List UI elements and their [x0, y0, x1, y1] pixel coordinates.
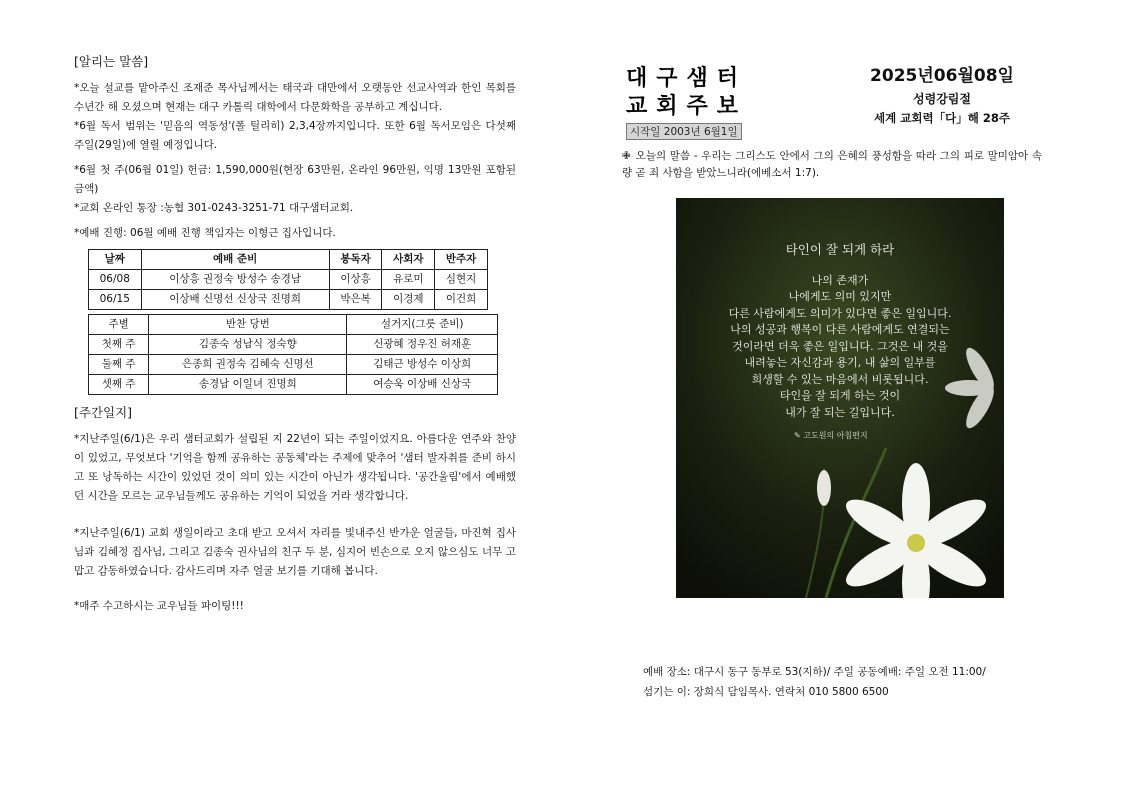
- duty-rotation-table: [88, 314, 498, 395]
- todays-verse: [622, 148, 1042, 182]
- book-icon: ✎: [794, 431, 804, 440]
- table-row: [89, 355, 498, 375]
- flower-poem-image: [676, 198, 1004, 598]
- table-cell: 둘째 주: [89, 355, 149, 375]
- logo-line: 대구샘터: [626, 65, 748, 91]
- issue-info: [842, 64, 1042, 126]
- issue-date: 2025년06월08일: [870, 66, 1014, 86]
- liturgical-season: 성령강림절: [913, 92, 971, 106]
- table-header: 반주자: [435, 250, 488, 270]
- table-header: 날짜: [89, 250, 142, 270]
- table-header: 사회자: [382, 250, 435, 270]
- table-row: [89, 270, 488, 290]
- poem-title: 타인이 잘 되게 하라: [785, 242, 895, 257]
- footer-line: 예배 장소: 대구시 동구 동부로 53(지하)/ 주일 공동예배: 주일 오전 11:00/: [643, 666, 986, 678]
- table-cell: 김태근 방성수 이상희: [347, 355, 498, 375]
- table-cell: 첫째 주: [89, 335, 149, 355]
- table-row: [89, 335, 498, 355]
- church-logo: [626, 64, 756, 140]
- table-cell: 이상흥 권정숙 방성수 송경남: [141, 270, 329, 290]
- poem-line: 다른 사람에게도 의미가 있다면 좋은 일입니다.: [728, 306, 952, 320]
- weekly-diary-heading: [주간일지]: [74, 405, 133, 420]
- table-cell: 06/08: [89, 270, 142, 290]
- footer-line: 섬기는 이: 장희식 담임목사. 연락처 010 5800 6500: [643, 686, 889, 698]
- table-header: 반찬 당번: [149, 315, 347, 335]
- founded-date: 시작일 2003년 6월1일: [626, 123, 742, 140]
- diary-item: *지난주일(6/1)은 우리 샘터교회가 설립된 지 22년이 되는 주일이었지요. 아름다운 연주와 찬양이 있었고, 무엇보다 '기억을 함께 공유하는 공동체'라는 주제에 맞추어 '샘터 발자취를 준비 하시고 또 낭독하는 시간이 있었던 것이 의미 있는 시간이 아닌가 생각됩니다. '공간울림'에서 예배했던 시간을 모르는 교우님들께도 공유하는 기억이 되었을 거라 생각합니다.: [74, 433, 516, 502]
- poem-line: 것이라면 더욱 좋은 일입니다. 그것은 내 것을: [732, 339, 948, 353]
- table-cell: 이경제: [382, 290, 435, 310]
- table-cell: 이상배 신명선 신상국 진명희: [141, 290, 329, 310]
- poem-line: 내려놓는 자신감과 용기, 내 삶의 일부를: [744, 356, 936, 369]
- table-header: 예배 준비: [141, 250, 329, 270]
- table-cell: 신광혜 정우진 허재훈: [347, 335, 498, 355]
- table-cell: 은종희 권정숙 김혜숙 신명선: [149, 355, 347, 375]
- poem-signature: [794, 430, 868, 441]
- poem-line: 나의 성공과 행복이 다른 사람에게도 연결되는: [730, 323, 950, 336]
- announcement-item: *교회 온라인 통장 :농협 301-0243-3251-71 대구샘터교회.: [74, 202, 354, 214]
- table-cell: 심현지: [435, 270, 488, 290]
- announcement-item: *6월 첫 주(06월 01일) 헌금: 1,590,000원(현장 63만원, 온라인 96만원, 익명 13만원 포함된 금액): [74, 164, 516, 195]
- table-cell: 박은복: [329, 290, 382, 310]
- announcement-item: *6월 독서 범위는 '믿음의 역동성'(폴 틸리히) 2,3,4장까지입니다. 또한 6월 독서모임은 다섯째 주일(29일)에 열릴 예정입니다.: [74, 120, 516, 151]
- table-row: [89, 290, 488, 310]
- table-header: 봉독자: [329, 250, 382, 270]
- poem-line: 내가 잘 되는 길입니다.: [785, 405, 895, 419]
- diary-item: *지난주일(6/1) 교회 생일이라고 초대 받고 오셔서 자리를 빛내주신 반가운 얼굴들, 마진혁 집사님과 김혜정 집사님, 그리고 김종숙 권사님의 친구 두 분, 심지어 빈손으로 오지 않으심도 너무 고맙고 감동하였습니다. 감사드리며 자주 얼굴 보기를 기대해 봅니다.: [74, 527, 516, 577]
- table-header-row: [89, 315, 498, 335]
- table-header: 설거지(그릇 준비): [347, 315, 498, 335]
- table-cell: 셋째 주: [89, 375, 149, 395]
- verse-text: 오늘의 말씀 - 우리는 그리스도 안에서 그의 은혜의 풍성함을 따라 그의 피로 말미암아 속량 곧 죄 사함을 받았느니라(에베소서 1:7).: [622, 150, 1043, 179]
- table-cell: 06/15: [89, 290, 142, 310]
- lectionary-week: 세계 교회력「다」해 28주: [874, 111, 1010, 125]
- bulletin-footer: [643, 662, 1073, 702]
- table-cell: 이건희: [435, 290, 488, 310]
- poem-text: [676, 242, 1004, 421]
- left-page: [74, 52, 516, 616]
- diary-item: *매주 수고하시는 교우님들 파이팅!!!: [74, 600, 244, 612]
- poem-line: 나의 존재가: [811, 273, 869, 287]
- table-cell: 여승욱 이상배 신상국: [347, 375, 498, 395]
- signature-text: 고도원의 아침편지: [803, 431, 868, 440]
- table-cell: 유로미: [382, 270, 435, 290]
- announcement-item: *예배 진행: 06월 예배 진행 책임자는 이형근 집사입니다.: [74, 227, 336, 239]
- table-header-row: [89, 250, 488, 270]
- table-header: 주별: [89, 315, 149, 335]
- table-cell: 김종숙 성남식 정숙향: [149, 335, 347, 355]
- logo-line: 교회주보: [626, 93, 748, 119]
- poem-line: 타인을 잘 되게 하는 것이: [779, 389, 901, 402]
- announcements-heading: [알리는 말씀]: [74, 54, 149, 69]
- poem-line: 나에게도 의미 있지만: [788, 290, 892, 303]
- worship-schedule-table: [88, 249, 488, 310]
- poem-line: 희생할 수 있는 마음에서 비롯됩니다.: [751, 372, 929, 386]
- table-cell: 송경남 이일녀 진명희: [149, 375, 347, 395]
- cross-icon: ✙: [622, 150, 631, 162]
- announcement-item: *오늘 설교를 맡아주신 조재준 목사님께서는 태국과 대만에서 오랫동안 선교사역과 한인 목회를 수년간 해 오셨으며 현재는 대구 카톨릭 대학에서 다문화학을 공부하고 계십니다.: [74, 82, 516, 113]
- table-cell: 이상흥: [329, 270, 382, 290]
- table-row: [89, 375, 498, 395]
